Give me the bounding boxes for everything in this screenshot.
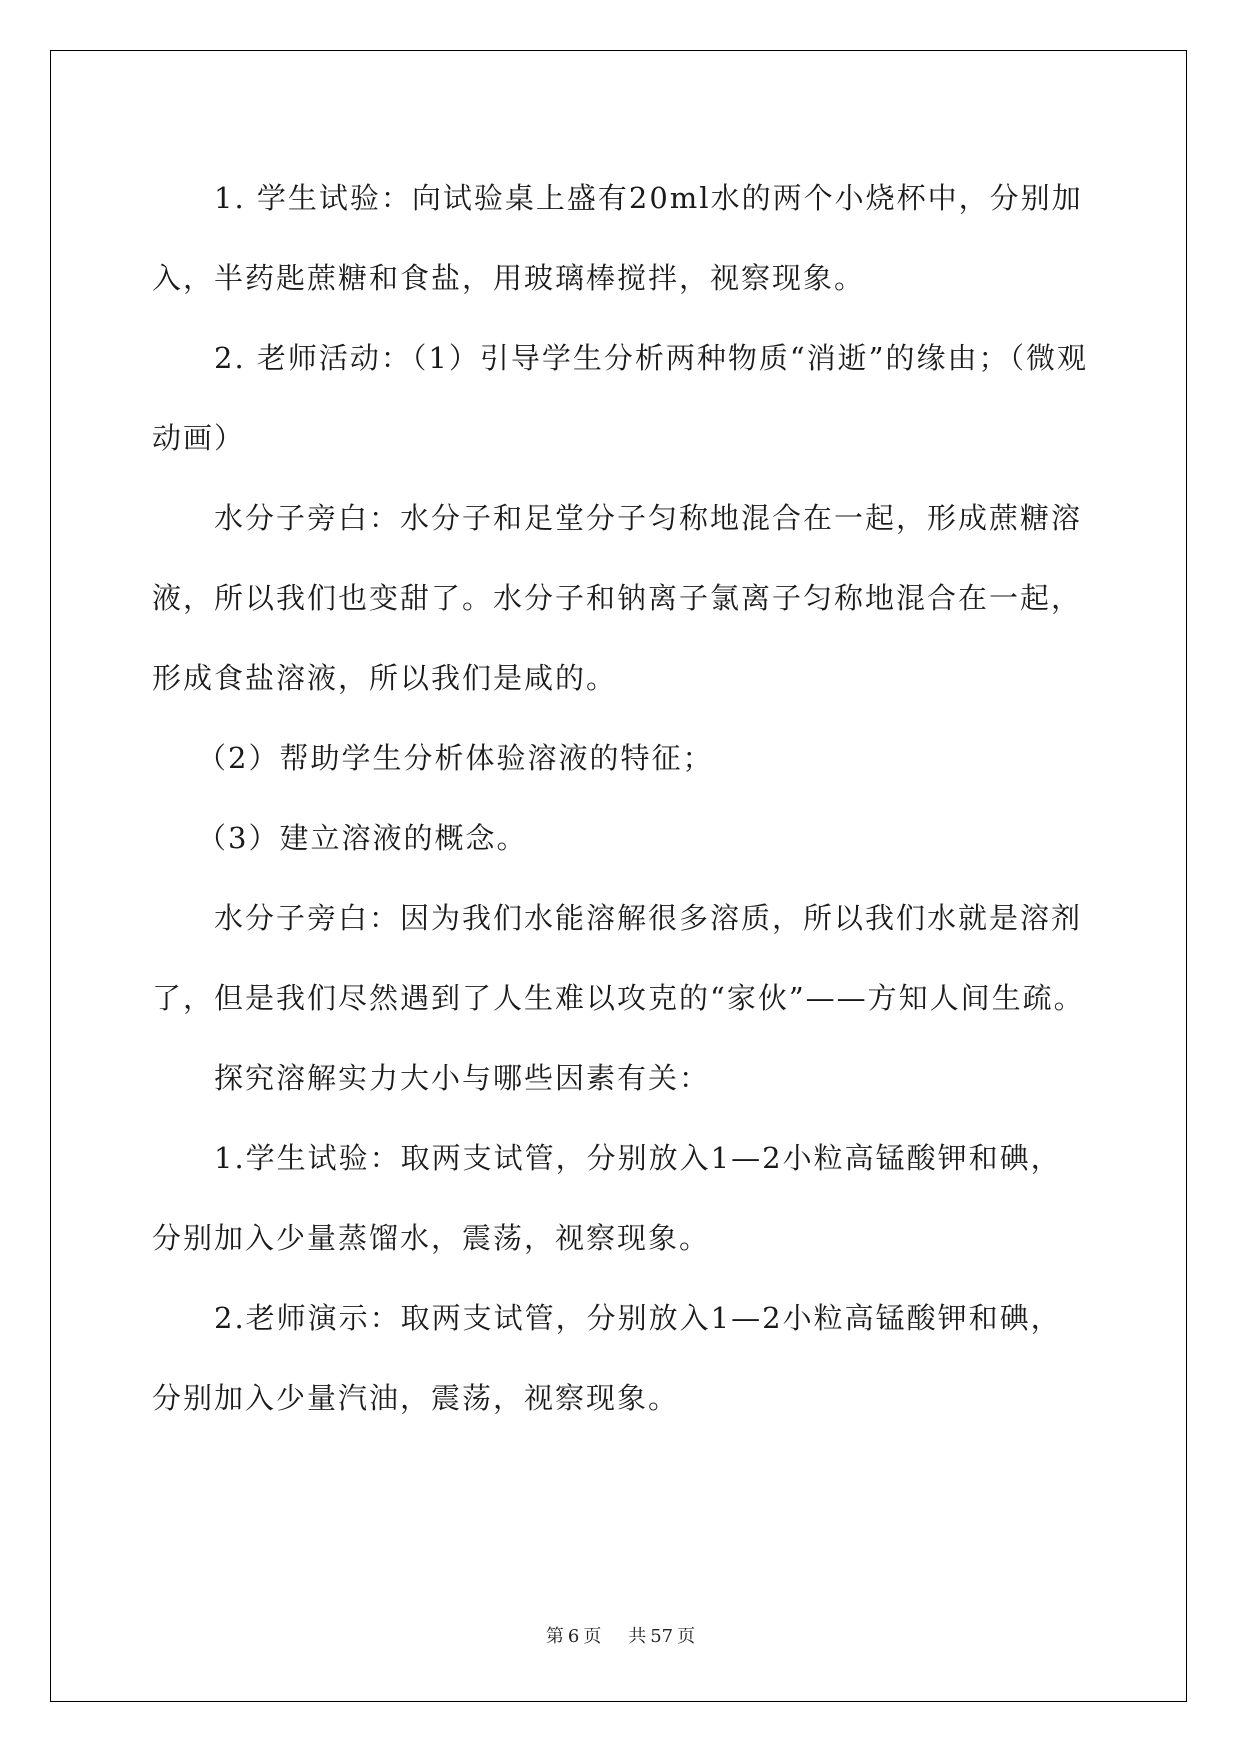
- total-label-prefix: 共: [628, 1626, 647, 1647]
- page-label-prefix: 第: [545, 1626, 564, 1647]
- page-footer: [0, 1622, 1241, 1648]
- paragraph-student-experiment: 1. 学生试验：向试验桌上盛有20ml水的两个小烧杯中，分别加入，半药匙蔗糖和食盐，用玻璃棒搅拌，视察现象。: [152, 181, 1083, 295]
- document-body: [152, 158, 1092, 1438]
- total-page-count: 57: [650, 1626, 674, 1647]
- paragraph-explore-factors: 探究溶解实力大小与哪些因素有关：: [214, 1061, 711, 1095]
- total-label-suffix: 页: [677, 1626, 696, 1647]
- paragraph-teacher-activity: 2. 老师活动：（1）引导学生分析两种物质“消逝”的缘由；（微观动画）: [152, 341, 1088, 455]
- paragraph-water-molecule-narration-2: 水分子旁白：因为我们水能溶解很多溶质，所以我们水就是溶剂了，但是我们尽然遇到了人生难以攻克的“家伙”——方知人间生疏。: [152, 901, 1085, 1015]
- current-page-number: 6: [567, 1626, 580, 1647]
- paragraph-water-molecule-narration-1: 水分子旁白：水分子和足堂分子匀称地混合在一起，形成蔗糖溶液，所以我们也变甜了。水分子和钠离子氯离子匀称地混合在一起，形成食盐溶液，所以我们是咸的。: [152, 501, 1083, 695]
- page-label-suffix: 页: [583, 1626, 602, 1647]
- paragraph-student-experiment-2: 1.学生试验：取两支试管，分别放入1—2小粒高锰酸钾和碘，分别加入少量蒸馏水，震荡，视察现象。: [152, 1141, 1062, 1255]
- paragraph-solution-features: （2）帮助学生分析体验溶液的特征；: [197, 741, 714, 775]
- paragraph-solution-concept: （3）建立溶液的概念。: [197, 821, 528, 855]
- paragraph-teacher-demo: 2.老师演示：取两支试管，分别放入1—2小粒高锰酸钾和碘，分别加入少量汽油，震荡，视察现象。: [152, 1301, 1062, 1415]
